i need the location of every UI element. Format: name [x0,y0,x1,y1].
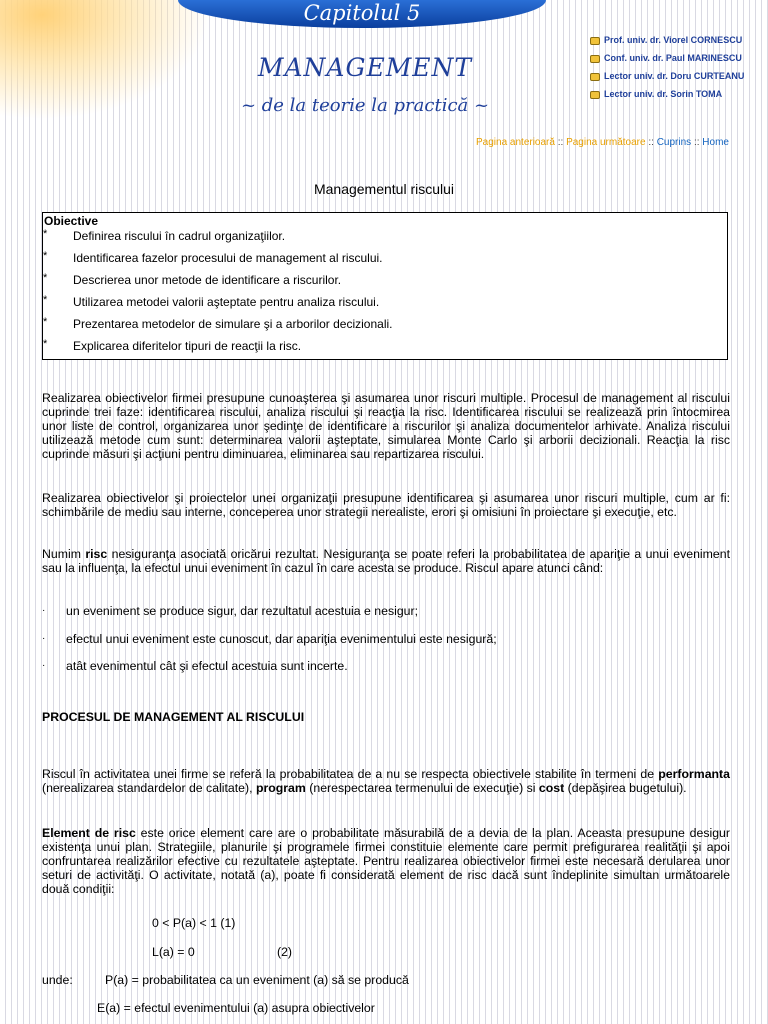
authors-list [590,34,744,106]
bullet-icon [590,73,600,81]
objective-item [43,294,727,316]
bullet-star: * [43,272,48,284]
bullet-star: * [43,338,48,350]
chapter-banner: Capitolul 5 [178,0,546,28]
term-performanta: performanta [658,767,730,781]
bullet-dot: · [42,660,46,671]
formula-1: 0 < P(a) < 1 (1) [152,916,236,930]
text-run: (depăşirea bugetului). [564,781,687,795]
author-name: Lector univ. dr. Doru CURTEANU [604,71,745,81]
bullet-star: * [43,294,48,306]
formula-2-number: (2) [277,945,293,959]
where-definition-p: P(a) = probabilitatea ca un eveniment (a) să se producă [105,973,409,987]
where-label: unde: [42,973,73,987]
nav-separator: :: [557,137,564,148]
bullet-dot: · [42,633,46,644]
book-title-subtitle: ~ de la teorie la practică ~ [240,95,490,116]
bullet-icon [590,37,600,45]
term-element-de-risc: Element de risc [42,826,136,840]
text-run: este orice element care are o probabilitate măsurabilă de a devia de la plan. Aceasta presupune desigur existenţa unui plan. Strategiile, planurile şi programele firmei constituie elemente care permit prefigurarea realităţii şi apoi confruntarea realizărilor efective cu rezultatele aşteptate. Pentru realizarea obiectivelor firmei este necesară derularea unor seturi de activităţi. O activitate, notată (a), poate fi considerată element de risc dacă sunt îndeplinite simultan următoarele două condiţii: [42,826,730,896]
risks-paragraph: Realizarea obiectivelor şi proiectelor unei organizaţii presupune identificarea şi asumarea unor riscuri multiple, cum ar fi: schimbările de mediu sau interne, conceperea unor strategii nerealiste, erori şi omisiuni în proiectare şi execuţie, etc. [42,491,730,519]
objective-text: Definirea riscului în cadrul organizaţiilor. [73,229,286,243]
objective-text: Explicarea diferitelor tipuri de reacţii la risc. [73,339,302,353]
risk-terms-paragraph [42,767,730,795]
book-title-main: MANAGEMENT [257,53,473,82]
bullet-star: * [43,250,48,262]
list-item-text: atât evenimentul cât şi efectul acestuia sunt incerte. [66,659,348,673]
objective-text: Utilizarea metodei valorii aşteptate pentru analiza riscului. [73,295,380,309]
term-cost: cost [538,781,565,795]
risk-definition-paragraph [42,547,730,575]
section-heading: PROCESUL DE MANAGEMENT AL RISCULUI [42,710,305,724]
author-name: Conf. univ. dr. Paul MARINESCU [604,53,742,63]
list-item-text: un eveniment se produce sigur, dar rezultatul acestuia e nesigur; [66,604,419,618]
objective-item [43,338,727,360]
objective-text: Identificarea fazelor procesului de management al riscului. [73,251,383,265]
bullet-star: * [43,316,48,328]
text-run: (nerespectarea termenului de execuţie) si [305,781,539,795]
author-item [590,70,744,88]
author-item [590,52,744,70]
bullet-icon [590,55,600,63]
author-item [590,34,744,52]
bullet-dot: · [42,605,46,616]
objectives-box [42,212,728,360]
term-risc: risc [85,547,108,561]
author-name: Prof. univ. dr. Viorel CORNESCU [604,35,743,45]
home-link[interactable]: Home [702,137,729,148]
text-run: (nerealizarea standardelor de calitate), [42,781,256,795]
page-navigation [476,137,729,148]
objective-item [43,250,727,272]
text-run: Riscul în activitatea unei firme se referă la probabilitatea de a nu se respecta obiectivele stabilite în termeni de [42,767,659,781]
formula-2: L(a) = 0 [152,945,195,959]
contents-link[interactable]: Cuprins [656,137,692,148]
objective-item [43,272,727,294]
author-item [590,88,744,106]
objective-text: Descrierea unor metode de identificare a riscurilor. [73,273,342,287]
objective-item [43,316,727,338]
nav-separator: :: [693,137,700,148]
page-title: Managementul riscului [313,181,455,197]
book-title [210,52,520,120]
risk-element-paragraph [42,826,730,896]
bullet-icon [590,91,600,99]
intro-paragraph: Realizarea obiectivelor firmei presupune cunoaşterea şi asumarea unor riscuri multiple. Procesul de management al riscului cuprinde trei faze: identificarea riscului, analiza riscului şi reacţia la risc. Identificarea riscului se realizează prin întocmirea unor liste de control, organizarea unor şedinţe de identificare a riscurilor şi analiza documentelor arhivate. Analiza riscului utilizează metode cum sunt: determinarea valorii aşteptate, simularea Monte Carlo şi arborii decizionali. Reacţia la risc cuprinde măsuri şi acţiuni pentru diminuarea, eliminarea sau repartizarea riscului. [42,391,730,461]
list-item-text: efectul unui eveniment este cunoscut, dar apariţia evenimentului este nesigură; [66,632,497,646]
objectives-heading: Obiective [44,214,99,228]
header-glow-decoration [0,0,210,120]
where-definition-e: E(a) = efectul evenimentului (a) asupra obiectivelor [97,1001,375,1015]
nav-separator: :: [648,137,654,148]
next-page-link[interactable]: Pagina următoare [566,137,646,148]
objective-item [43,228,727,250]
text-run: Numim [42,547,86,561]
bullet-star: * [43,228,48,240]
author-name: Lector univ. dr. Sorin TOMA [604,89,723,99]
term-program: program [255,781,306,795]
prev-page-link[interactable]: Pagina anterioară [476,137,555,148]
objective-text: Prezentarea metodelor de simulare şi a arborilor decizionali. [73,317,393,331]
text-run: nesiguranţa asociată oricărui rezultat. Nesiguranţa se poate referi la probabilitatea de apariţie a unui eveniment sau la influenţa, la efectul unui eveniment în cazul în care acesta se produce. Riscul apare atunci când: [42,547,730,575]
